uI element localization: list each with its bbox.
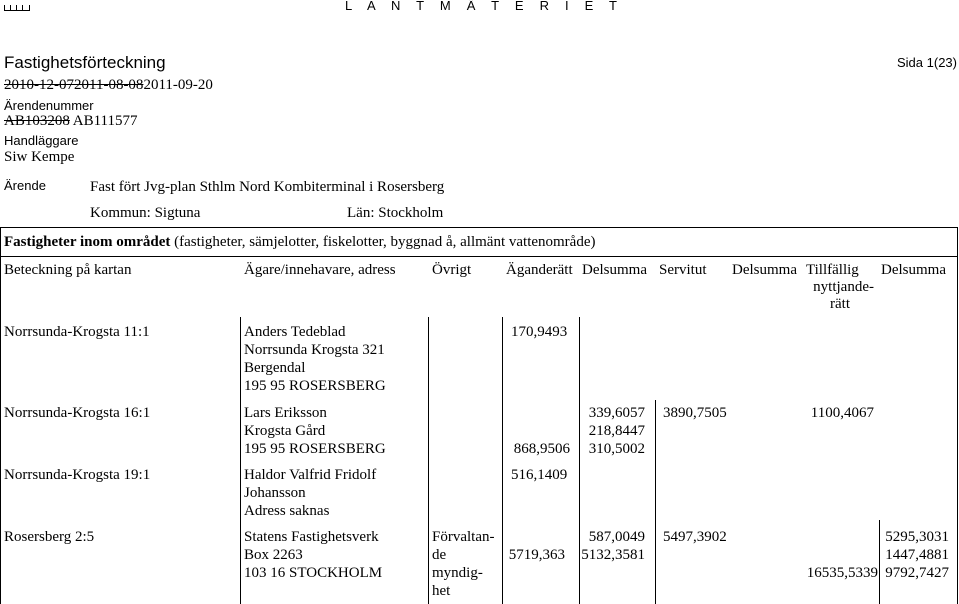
- row-4-delsumma-1-line-2: 5132,3581: [581, 547, 645, 563]
- row-2-agare: [244, 404, 386, 458]
- header-servitut: Servitut: [659, 262, 707, 278]
- row-4-tillfallig-value: 16535,5339: [806, 565, 878, 581]
- arendenummer-old: AB103208: [4, 113, 70, 129]
- row-4-delsumma-3-line-3: 9792,7427: [885, 565, 949, 581]
- kommun: Kommun: Sigtuna: [90, 205, 201, 221]
- row-4-agare-line-3: 103 16 STOCKHOLM: [244, 565, 383, 581]
- row-4-servitut: 5497,3902: [663, 529, 727, 545]
- row-1-aganderatt: 170,9493: [511, 324, 568, 340]
- page-title: Fastighetsförteckning: [4, 53, 166, 72]
- row-1-agare-line-2: Norrsunda Krogsta 321: [244, 342, 385, 358]
- arende-text: Fast fört Jvg-plan Sthlm Nord Kombiterminal i Rosersberg: [90, 179, 445, 195]
- logo-text: L A N T M Ä T E R I E T: [345, 0, 624, 13]
- row-4-ovrigt-line-1: Förvaltan-: [432, 529, 495, 545]
- col-divider-2: [428, 317, 429, 604]
- col-divider-5: [655, 400, 656, 604]
- date-2: 2011-08-08: [74, 77, 144, 93]
- row-1-agare-line-1: Anders Tedeblad: [244, 324, 346, 340]
- header-ovrigt: Övrigt: [432, 262, 472, 278]
- row-4-delsumma-1-line-1: 587,0049: [588, 529, 645, 545]
- row-3-agare-line-1: Haldor Valfrid Fridolf: [244, 467, 377, 483]
- row-3-aganderatt: 516,1409: [511, 467, 568, 483]
- section-title-bold: Fastigheter inom området: [4, 234, 171, 250]
- row-4-agare: [244, 528, 382, 582]
- section-divider: [0, 256, 958, 257]
- logo-mark: [4, 4, 30, 11]
- header-delsumma-3: Delsumma: [881, 262, 946, 278]
- header-tillfallig-line-2: nyttjande-: [813, 279, 874, 295]
- row-1-beteckning: Norrsunda-Krogsta 11:1: [4, 324, 150, 340]
- row-4-aganderatt: [500, 528, 565, 564]
- header-delsumma-2: Delsumma: [732, 262, 797, 278]
- arendenummer-values: [4, 113, 138, 130]
- row-4-delsumma-3-line-1: 5295,3031: [885, 529, 949, 545]
- row-2-agare-line-2: Krogsta Gård: [244, 423, 326, 439]
- date-1: 2010-12-07: [4, 77, 74, 93]
- row-4-aganderatt-value: 5719,363: [508, 547, 565, 563]
- date-3: 2011-09-20: [143, 77, 213, 93]
- arendenummer-new: AB111577: [72, 113, 138, 129]
- row-2-delsumma-1: [580, 404, 645, 458]
- lan: Län: Stockholm: [347, 205, 444, 221]
- row-4-delsumma-3-line-2: 1447,4881: [885, 547, 949, 563]
- row-4-ovrigt-line-2: de: [432, 547, 447, 563]
- header-aganderatt: Äganderätt: [506, 262, 573, 278]
- row-3-agare: [244, 466, 376, 520]
- arende-label: Ärende: [4, 178, 46, 193]
- row-4-beteckning: Rosersberg 2:5: [4, 529, 95, 545]
- row-1-agare-line-3: Bergendal: [244, 360, 306, 376]
- row-4-delsumma-1: [580, 528, 645, 564]
- header-tillfallig-line-1: Tillfällig: [806, 262, 859, 278]
- dates: [4, 77, 213, 94]
- col-divider-1: [240, 317, 241, 604]
- row-4-tillfallig: [790, 528, 878, 582]
- header-tillfallig-line-3: rätt: [830, 296, 850, 312]
- header-agare: Ägare/innehavare, adress: [244, 262, 396, 278]
- row-2-tillfallig: 1100,4067: [810, 405, 874, 421]
- handlaggare-name: Siw Kempe: [4, 149, 75, 165]
- row-2-delsumma-1-line-2: 218,8447: [588, 423, 645, 439]
- arendenummer-label: Ärendenummer: [4, 98, 94, 113]
- row-2-aganderatt: [500, 404, 570, 458]
- row-2-delsumma-1-line-1: 339,6057: [588, 405, 645, 421]
- row-4-ovrigt: [432, 528, 494, 600]
- row-4-ovrigt-line-3: myndig-: [432, 565, 483, 581]
- row-1-agare: [244, 323, 386, 395]
- table-left-border: [0, 227, 1, 604]
- section-title-rest: (fastigheter, sämjelotter, fiskelotter, byggnad å, allmänt vattenområde): [170, 234, 596, 250]
- row-2-beteckning: Norrsunda-Krogsta 16:1: [4, 405, 151, 421]
- table-top-border: [0, 227, 958, 228]
- row-4-agare-line-1: Statens Fastighetsverk: [244, 529, 379, 545]
- handlaggare-label: Handläggare: [4, 133, 79, 148]
- row-2-aganderatt-value: 868,9506: [513, 441, 570, 457]
- row-2-agare-line-1: Lars Eriksson: [244, 405, 327, 421]
- row-2-agare-line-3: 195 95 ROSERSBERG: [244, 441, 386, 457]
- row-3-agare-line-3: Adress saknas: [244, 503, 330, 519]
- row-4-agare-line-2: Box 2263: [244, 547, 303, 563]
- page-number: Sida 1(23): [897, 55, 957, 70]
- header-beteckning: Beteckning på kartan: [4, 262, 132, 278]
- section-title: [4, 234, 596, 251]
- row-3-beteckning: Norrsunda-Krogsta 19:1: [4, 467, 151, 483]
- header-delsumma-1: Delsumma: [582, 262, 647, 278]
- header-tillfallig: [806, 262, 874, 313]
- table-right-border: [957, 227, 958, 604]
- row-4-delsumma-3: [870, 528, 949, 582]
- row-4-ovrigt-line-4: het: [432, 583, 451, 599]
- row-2-delsumma-1-line-3: 310,5002: [588, 441, 645, 457]
- row-1-agare-line-4: 195 95 ROSERSBERG: [244, 378, 386, 394]
- row-3-agare-line-2: Johansson: [244, 485, 306, 501]
- row-2-servitut: 3890,7505: [663, 405, 727, 421]
